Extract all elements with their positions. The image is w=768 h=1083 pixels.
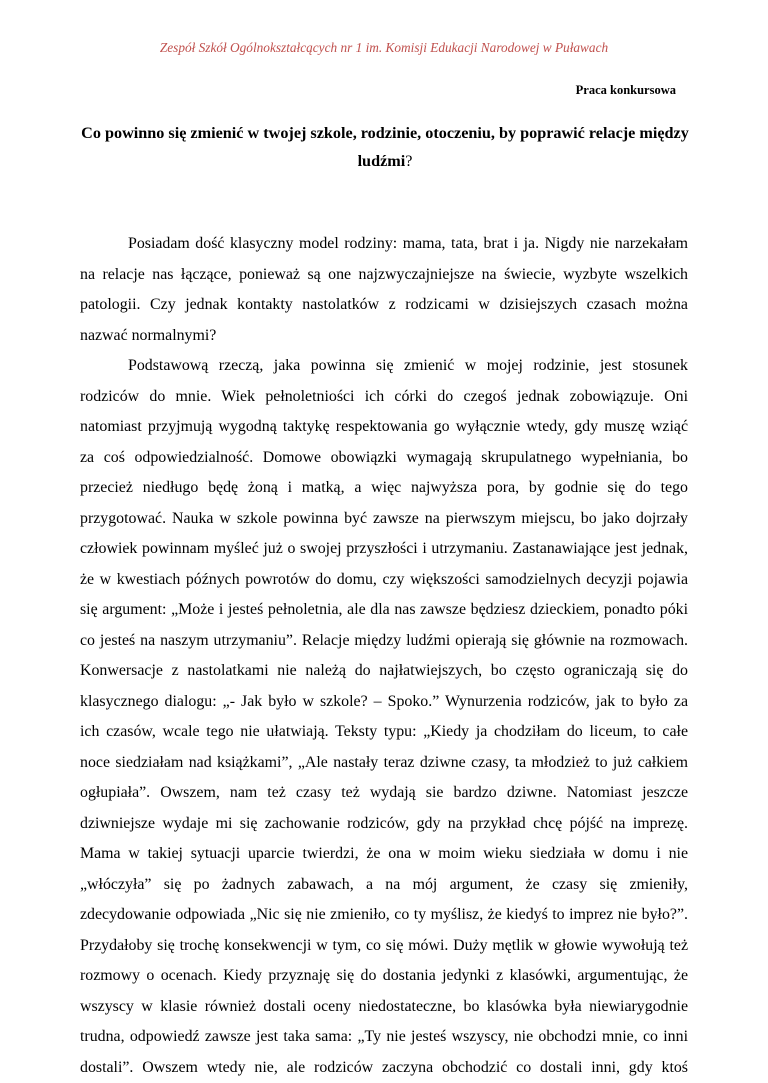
text-line: nazwać normalnymi? [80, 326, 217, 344]
text-line: „włóczyła” się po żadnych zabawach, a na mój argument, że czasy się zmieniły, [80, 875, 688, 893]
document-label: Praca konkursowa [575, 83, 676, 97]
title-line-2: ludźmi [357, 152, 406, 170]
text-line: trudna, odpowiedź zawsze jest taka sama: „Ty nie jesteś wszyscy, nie obchodzi mnie, co inni [80, 1028, 688, 1046]
text-line: ich czasów, wcale tego nie ułatwiają. Teksty typu: „Kiedy ja chodziłam do liceum, to całe [80, 723, 688, 741]
text-line: Konwersacje z nastolatkami nie należą do najłatwiejszych, bo często ograniczają się do [80, 662, 688, 680]
text-line: patologii. Czy jednak kontakty nastolatków z rodzicami w dzisiejszych czasach można [80, 296, 688, 314]
text-line: Posiadam dość klasyczny model rodziny: mama, tata, brat i ja. Nigdy nie narzekałam [128, 235, 688, 252]
text-line: przygotować. Nauka w szkole powinna być zawsze na pierwszym miejscu, bo jako dojrzały [80, 509, 688, 527]
title-line-1: Co powinno się zmienić w twojej szkole, rodzinie, otoczeniu, by poprawić relacje między [81, 124, 689, 142]
text-line: Podstawową rzeczą, jaka powinna się zmienić w mojej rodzinie, jest stosunek [128, 357, 688, 375]
text-line: rozmowy o ocenach. Kiedy przyznaję się do dostania jedynki z klasówki, argumentując, że [80, 967, 688, 985]
text-line: Mama w takiej sytuacji uparcie twierdzi, że ona w moim wieku siedziała w domu i nie [80, 845, 688, 863]
text-line: Przydałoby się trochę konsekwencji w tym, co się mówi. Duży mętlik w głowie wywołują też [80, 936, 688, 954]
text-line: człowiek powinnam myśleć już o swojej przyszłości i utrzymaniu. Zastanawiające jest jednak, [80, 540, 688, 558]
text-line: co jesteś na naszym utrzymaniu”. Relacje między ludźmi opierają się głównie na rozmowach. [80, 631, 688, 649]
text-line: wszyscy w klasie również dostali oceny niedostateczne, bo klasówka była niewiarygodnie [80, 997, 688, 1015]
text-line: klasycznego dialogu: „- Jak było w szkole? – Spoko.” Wynurzenia rodziców, jak to było za [80, 692, 688, 710]
text-line: przecież niedługo będę żoną i matką, a więc najwyższa pora, by godnie się do tego [80, 479, 688, 497]
essay-title [80, 119, 690, 175]
text-line: natomiast przyjmują wygodną taktykę respektowania go wyłącznie wtedy, gdy muszę wziąć [80, 418, 688, 436]
text-line: na relacje nas łączące, ponieważ są one najzwyczajniejsze na świecie, wyzbyte wszelkich [80, 265, 688, 283]
text-line: się argument: „Może i jesteś pełnoletnia, ale dla nas zawsze będziesz dzieckiem, ponadto póki [80, 601, 688, 619]
text-line: ogłupiała”. Owszem, nam też czasy też wydają sie bardzo dziwne. Natomiast jeszcze [80, 784, 688, 802]
text-line: za coś odpowiedzialność. Domowe obowiązki wymagają skrupulatnego wypełniania, bo [80, 448, 688, 466]
title-question-mark: ? [405, 152, 413, 170]
text-line: rodziców do mnie. Wiek pełnoletniości ich córki do czegoś jednak zobowiązuje. Oni [80, 387, 688, 405]
essay-body [80, 229, 688, 1083]
text-line: dziwniejsze wydaje mi się zachowanie rodziców, gdy na przykład chcę pójść na imprezę. [80, 814, 688, 832]
page-header: Zespół Szkół Ogólnokształcących nr 1 im. Komisji Edukacji Narodowej w Puławach [159, 40, 609, 55]
text-line: dostali”. Owszem wtedy nie, ale rodziców zaczyna obchodzić co dostali inni, gdy ktoś [80, 1058, 688, 1076]
text-line: że w kwestiach późnych powrotów do domu, czy większości samodzielnych decyzji pojawia [80, 570, 688, 588]
text-line: noce siedziałam nad książkami”, „Ale nastały teraz dziwne czasy, ta młodzież to już całkiem [80, 753, 688, 771]
text-line: zdecydowanie odpowiada „Nic się nie zmieniło, co ty myślisz, że kiedyś to imprez nie było?”. [80, 906, 688, 924]
